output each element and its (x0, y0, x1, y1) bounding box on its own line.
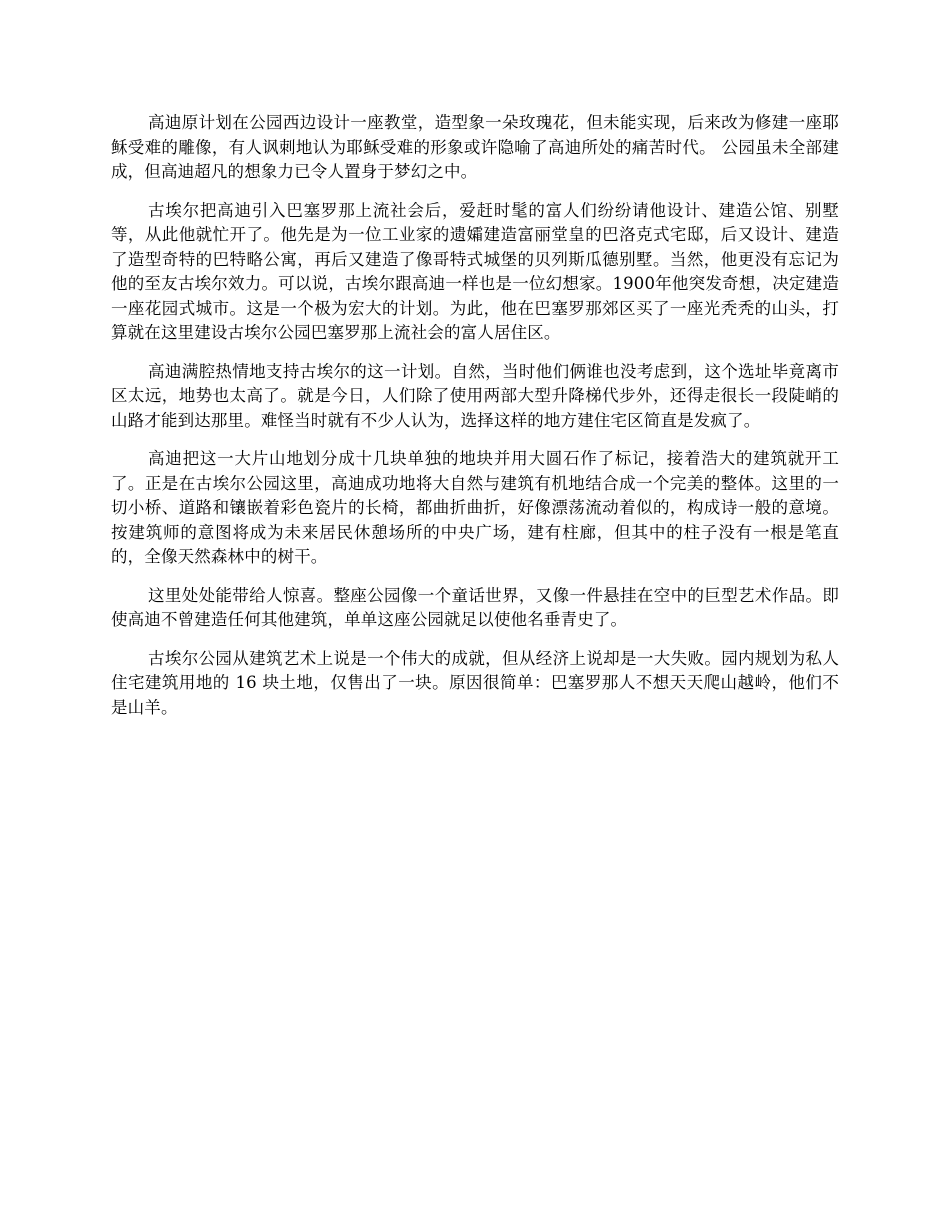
paragraph-2: 古埃尔把高迪引入巴塞罗那上流社会后，爱赶时髦的富人们纷纷请他设计、建造公馆、别墅等，从此他就忙开了。他先是为一位工业家的遗孀建造富丽堂皇的巴洛克式宅邸，后又设计、建造了造型奇特的巴特略公寓，再后又建造了像哥特式城堡的贝列斯瓜德别墅。当然，他更没有忘记为他的至友古埃尔效力。可以说，古埃尔跟高迪一样也是一位幻想家。1900年他突发奇想，决定建造一座花园式城市。这是一个极为宏大的计划。为此，他在巴塞罗那郊区买了一座光秃秃的山头，打算就在这里建设古埃尔公园巴塞罗那上流社会的富人居住区。 (111, 200, 839, 342)
paragraph-6: 古埃尔公园从建筑艺术上说是一个伟大的成就，但从经济上说却是一大失败。园内规划为私人住宅建筑用地的 16 块土地，仅售出了一块。原因很简单：巴塞罗那人不想天天爬山越岭，他们不是山羊。 (111, 648, 839, 717)
document-page (111, 111, 839, 734)
paragraph-1: 高迪原计划在公园西边设计一座教堂，造型象一朵玫瑰花，但未能实现，后来改为修建一座耶稣受难的雕像，有人讽刺地认为耶稣受难的形象或许隐喻了高迪所处的痛苦时代。 公园虽未全部建成，但高迪超凡的想象力已令人置身于梦幻之中。 (111, 113, 839, 181)
paragraph-5: 这里处处能带给人惊喜。整座公园像一个童话世界，又像一件悬挂在空中的巨型艺术作品。即使高迪不曾建造任何其他建筑，单单这座公园就足以使他名垂青史了。 (111, 585, 839, 629)
paragraph-3: 高迪满腔热情地支持古埃尔的这一计划。自然，当时他们俩谁也没考虑到，这个选址毕竟离市区太远，地势也太高了。就是今日，人们除了使用两部大型升降梯代步外，还得走很长一段陡峭的山路才能到达那里。难怪当时就有不少人认为，选择这样的地方建住宅区简直是发疯了。 (111, 361, 839, 430)
paragraph-4: 高迪把这一大片山地划分成十几块单独的地块并用大圆石作了标记，接着浩大的建筑就开工了。正是在古埃尔公园这里，高迪成功地将大自然与建筑有机地结合成一个完美的整体。这里的一切小桥、道路和镶嵌着彩色瓷片的长椅，都曲折曲折，好像漂荡流动着似的，构成诗一般的意境。按建筑师的意图将成为未来居民休憩场所的中央广场，建有柱廊，但其中的柱子没有一根是笔直的，全像天然森林中的树干。 (111, 449, 839, 566)
